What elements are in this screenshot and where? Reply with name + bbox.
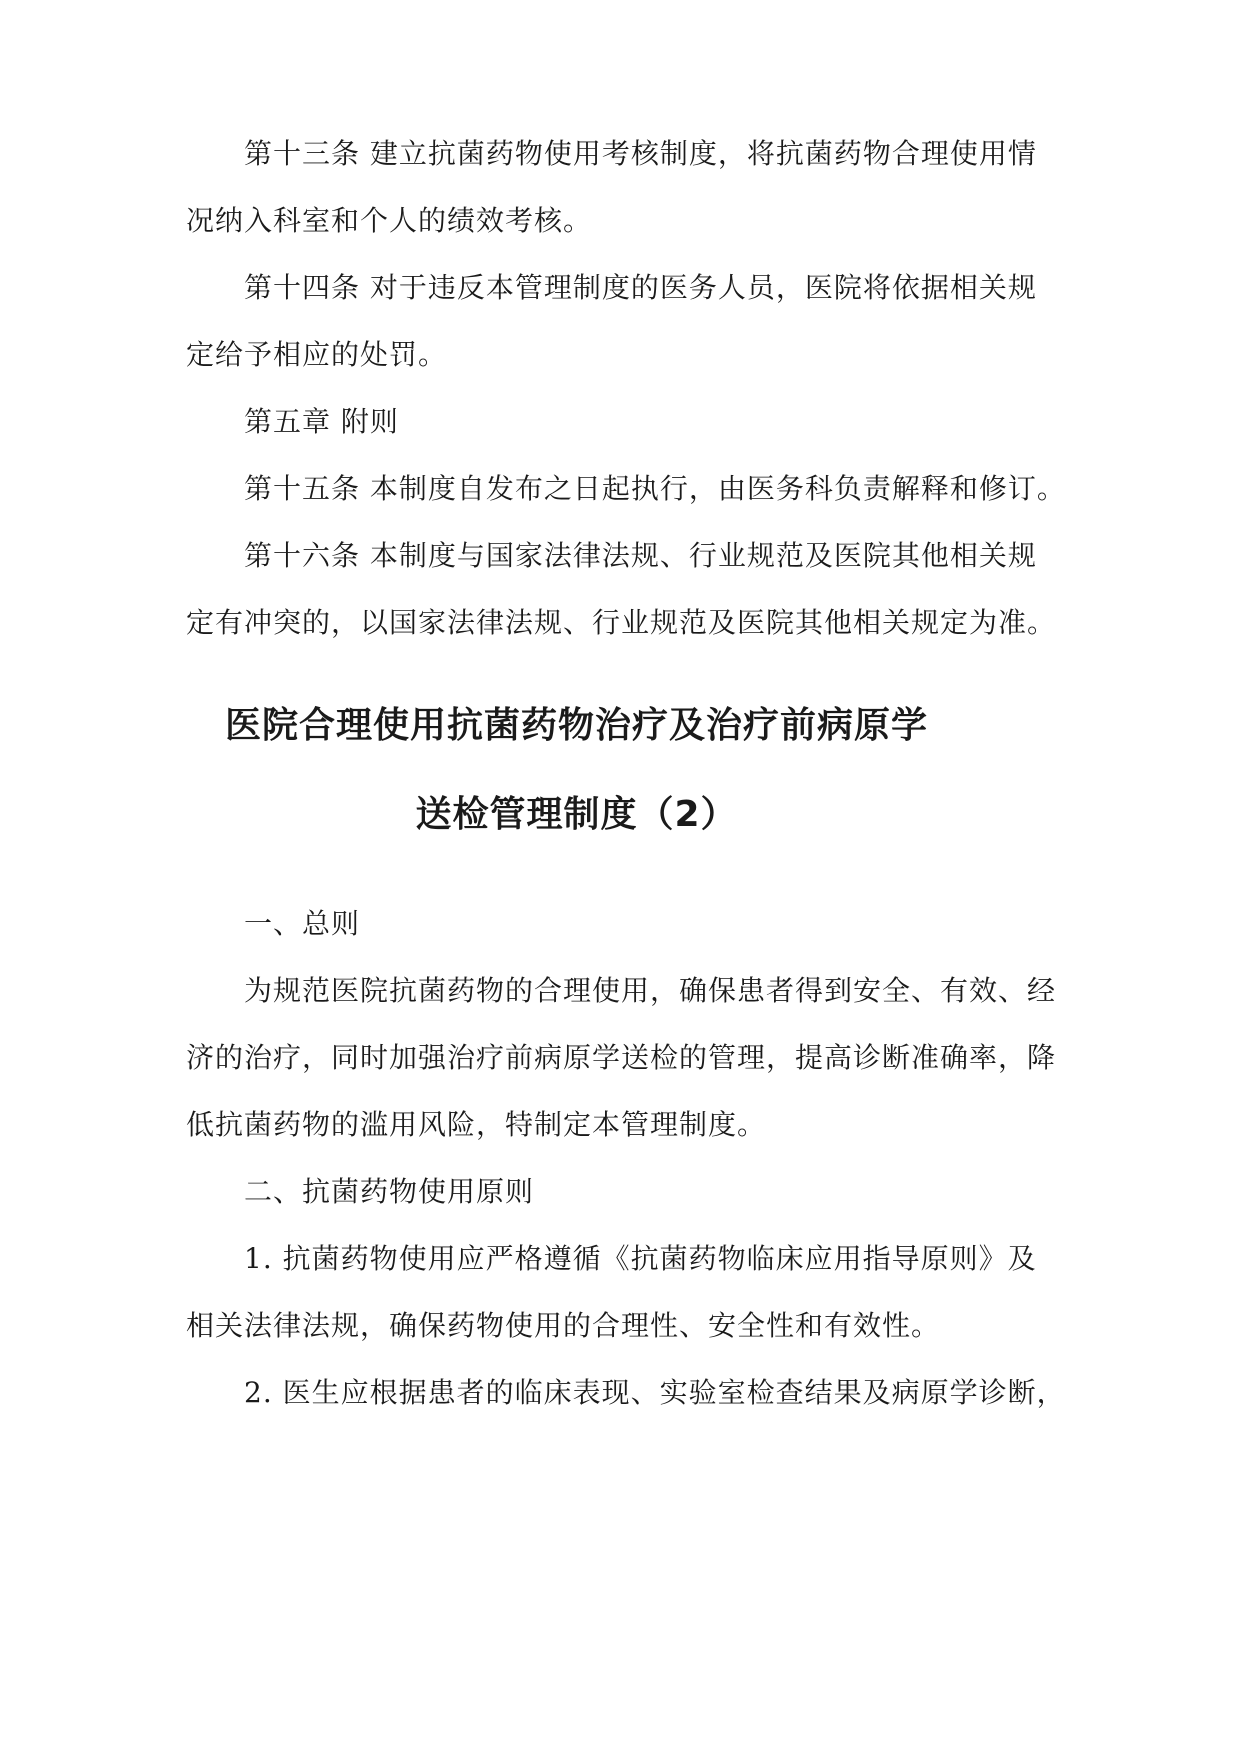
article-16-line-2: 定有冲突的，以国家法律法规、行业规范及医院其他相关规定为准。 bbox=[186, 606, 1057, 639]
article-14-line-1: 第十四条 对于违反本管理制度的医务人员，医院将依据相关规 bbox=[244, 271, 1037, 304]
section-2-heading: 二、抗菌药物使用原则 bbox=[244, 1175, 535, 1208]
item-1-line-2: 相关法律法规，确保药物使用的合理性、安全性和有效性。 bbox=[186, 1309, 941, 1342]
item-2-line-1: 2. 医生应根据患者的临床表现、实验室检查结果及病原学诊断， bbox=[244, 1376, 1066, 1409]
article-16-line-1: 第十六条 本制度与国家法律法规、行业规范及医院其他相关规 bbox=[244, 539, 1037, 572]
section-1-para-line-3: 低抗菌药物的滥用风险，特制定本管理制度。 bbox=[186, 1108, 767, 1141]
item-1-line-1: 1. 抗菌药物使用应严格遵循《抗菌药物临床应用指导原则》及 bbox=[244, 1242, 1037, 1275]
article-15-line: 第十五条 本制度自发布之日起执行，由医务科负责解释和修订。 bbox=[244, 472, 1066, 505]
article-14-line-2: 定给予相应的处罚。 bbox=[186, 338, 448, 371]
section-1-para-line-1: 为规范医院抗菌药物的合理使用，确保患者得到安全、有效、经 bbox=[244, 974, 1057, 1007]
article-13-line-1: 第十三条 建立抗菌药物使用考核制度，将抗菌药物合理使用情 bbox=[244, 137, 1037, 170]
section-1-para-line-2: 济的治疗，同时加强治疗前病原学送检的管理，提高诊断准确率，降 bbox=[186, 1041, 1057, 1074]
section-1-heading: 一、总则 bbox=[244, 907, 361, 940]
article-13-line-2: 况纳入科室和个人的绩效考核。 bbox=[186, 204, 593, 237]
chapter-5-heading: 第五章 附则 bbox=[244, 405, 399, 438]
document-title-line-1: 医院合理使用抗菌药物治疗及治疗前病原学 bbox=[224, 705, 928, 746]
document-title-line-2: 送检管理制度（2） bbox=[415, 794, 738, 835]
